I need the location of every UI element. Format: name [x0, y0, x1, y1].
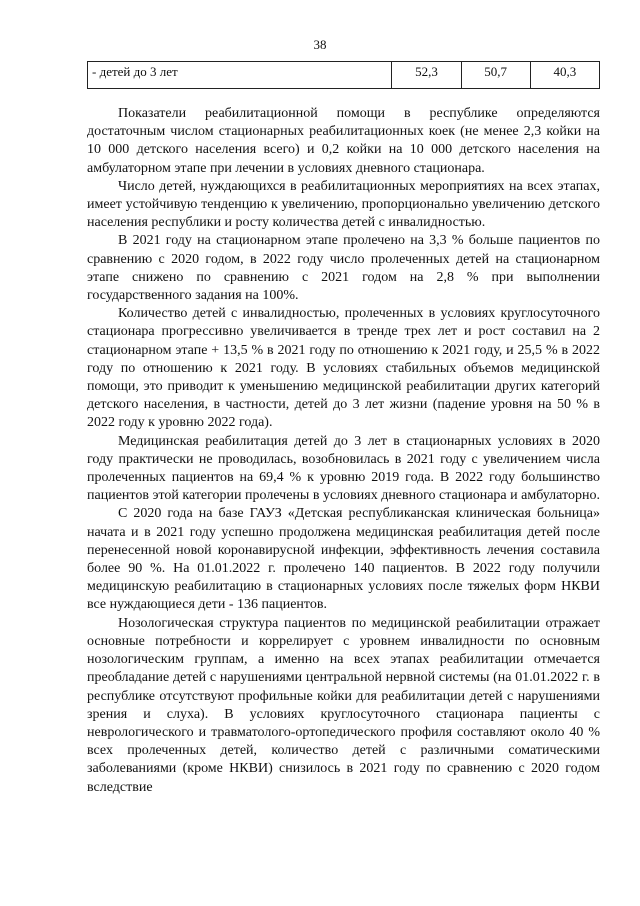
- paragraph: С 2020 года на базе ГАУЗ «Детская республиканская клиническая больница» начата и в 2021 году успешно продолжена медицинская реабилитация детей после перенесенной новой коронавирусной инфекции, эффективность лечения составила более 90 %. На 01.01.2022 г. пролечено 140 пациентов. В 2022 году получили медицинскую реабилитацию в стационарных условиях после тяжелых форм НКВИ все нуждающиеся дети - 136 пациентов.: [87, 506, 600, 613]
- table-cell-value: 40,3: [530, 62, 599, 89]
- paragraph: Нозологическая структура пациентов по медицинской реабилитации отражает основные потребности и коррелирует с уровнем инвалидности по основным нозологическим группам, а именно на всех этапах реабилитации отмечается преобладание детей с нарушениями центральной нервной системы (на 01.01.2022 г. в республике отсутствуют профильные койки для реабилитации детей с нарушениями зрения и слуха). В условиях круглосуточного стационара пациенты с неврологического и травматолого-ортопедического профиля составляют около 40 % всех пролеченных детей, количество детей с различными соматическими заболеваниями (кроме НКВИ) снизилось в 2021 году по сравнению с 2020 годом вследствие: [87, 615, 600, 795]
- paragraph: Медицинская реабилитация детей до 3 лет в стационарных условиях в 2020 году практически не проводилась, возобновилась в 2021 году с увеличением числа пролеченных пациентов на 69,4 % к уровню 2019 года. В 2022 году большинство пациентов этой категории пролечены в условиях дневного стационара и амбулаторно.: [87, 433, 600, 504]
- paragraph: Количество детей с инвалидностью, пролеченных в условиях круглосуточного стационара прогрессивно увеличивается в тренде трех лет и рост составил на 2 стационарном этапе + 13,5 % в 2021 году по отношению к 2021 году, и 25,5 % в 2022 году по отношению к 2021 году. В условиях стабильных объемов медицинской помощи, это приводит к уменьшению медицинской реабилитации других категорий детского населения, в частности, детей до 3 лет жизни (падение уровня на 50 % в 2022 году к уровню 2022 года).: [87, 306, 600, 431]
- page-number: 38: [313, 37, 327, 52]
- data-table: [87, 61, 600, 89]
- document-body: [87, 105, 600, 797]
- table-cell-value: 52,3: [392, 62, 461, 89]
- table-cell-label: - детей до 3 лет: [88, 62, 392, 89]
- paragraph: Число детей, нуждающихся в реабилитационных мероприятиях на всех этапах, имеет устойчивую тенденцию к увеличению, пропорционально увеличению детского населения республики и росту количества детей с инвалидностью.: [87, 178, 600, 231]
- paragraph: В 2021 году на стационарном этапе пролечено на 3,3 % больше пациентов по сравнению с 2020 годом, в 2022 году число пролеченных детей на стационарном этапе снижено по сравнению с 2021 годом на 2,8 % при выполнении государственного задания на 100%.: [87, 233, 600, 304]
- paragraph: Показатели реабилитационной помощи в республике определяются достаточным числом стационарных реабилитационных коек (не менее 2,3 койки на 10 000 детского населения всего) и 0,2 койки на 10 000 детского населения на амбулаторном этапе при лечении в условиях дневного стационара.: [87, 106, 600, 176]
- table-cell-value: 50,7: [461, 62, 530, 89]
- table-row: [88, 62, 600, 89]
